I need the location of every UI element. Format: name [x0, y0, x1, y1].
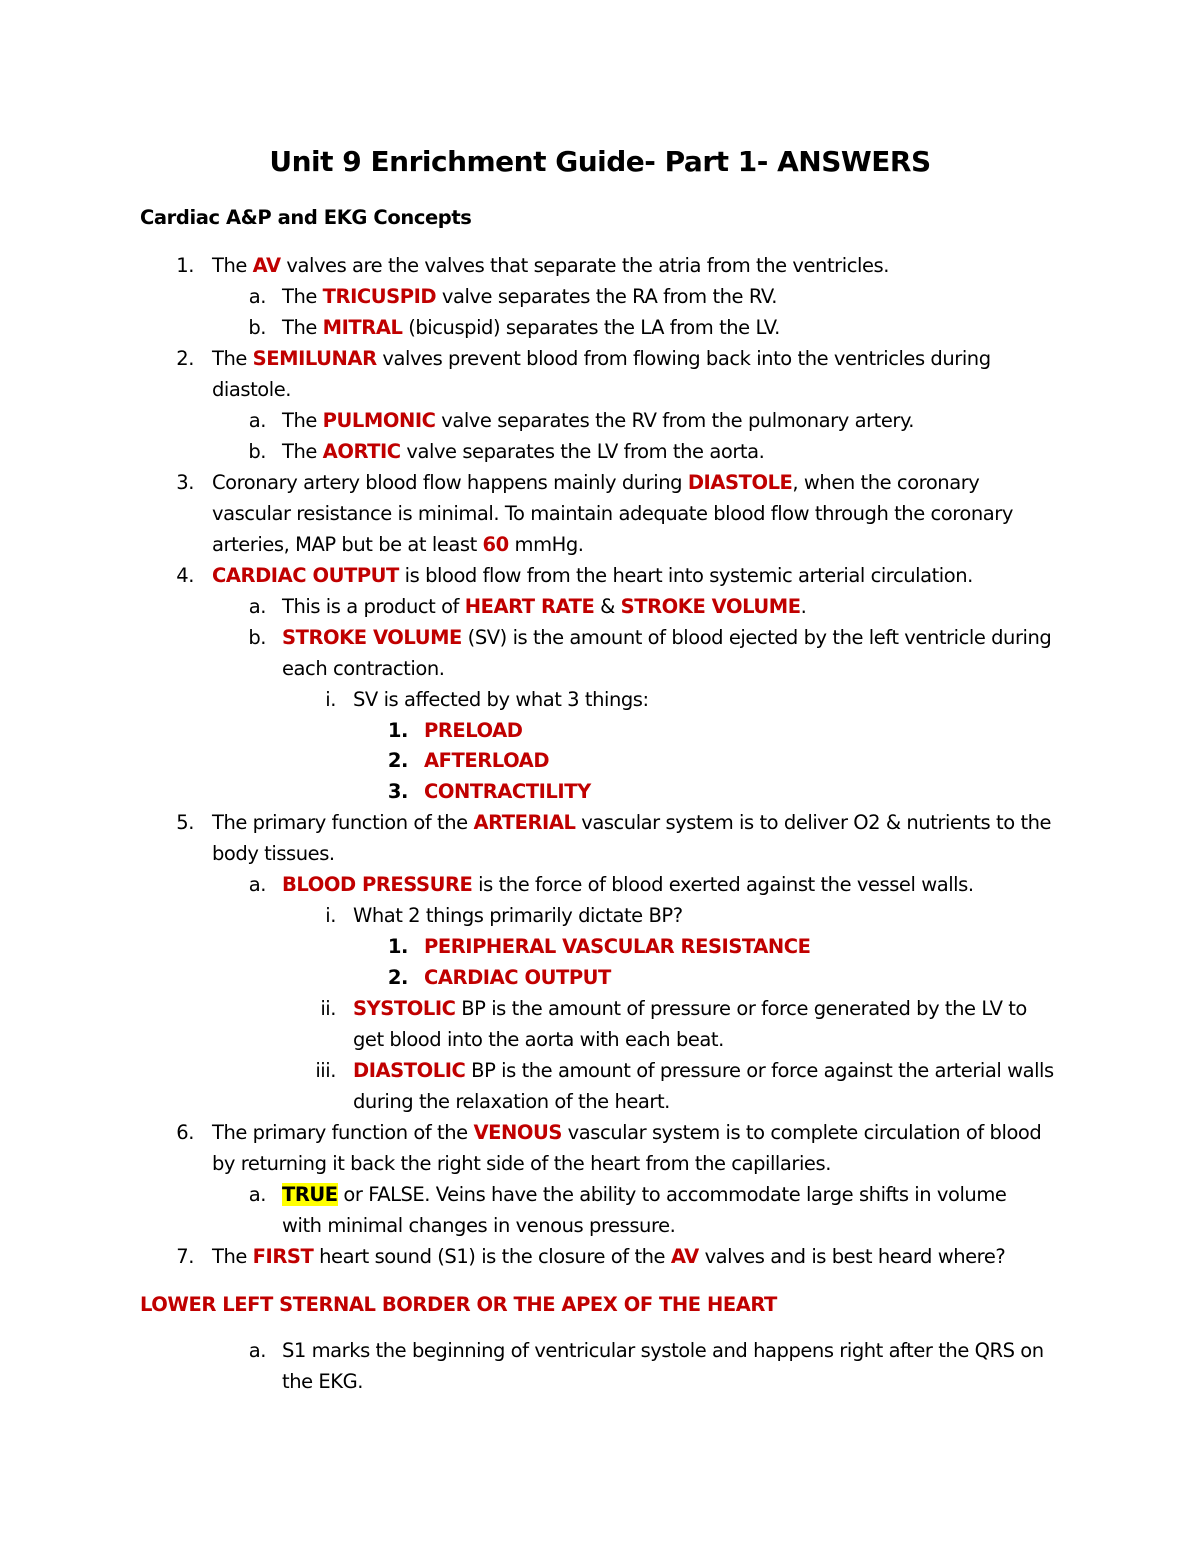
list-item: [248, 1335, 1044, 1366]
page-title: Unit 9 Enrichment Guide- Part 1- ANSWERS: [269, 145, 931, 178]
list-item: [176, 467, 980, 498]
question-text: What 2 things primarily dictate BP?: [353, 904, 683, 927]
list-marker: 3.: [387, 780, 408, 803]
list-marker: b.: [248, 316, 266, 339]
list-item: [248, 622, 1052, 653]
list-marker: i.: [325, 904, 336, 927]
section-heading: Cardiac A&P and EKG Concepts: [140, 206, 472, 229]
question-text: valves and is best heard where?: [698, 1245, 1006, 1268]
question-text: is the force of blood exerted against the vessel walls.: [472, 873, 974, 896]
answer-term: CARDIAC OUTPUT: [212, 564, 399, 587]
question-text: .: [800, 595, 807, 618]
answer-term: PERIPHERAL VASCULAR RESISTANCE: [424, 935, 811, 958]
list-item: [248, 281, 777, 312]
question-text: BP is the amount of pressure or force generated by the LV to: [455, 997, 1027, 1020]
list-marker: a.: [248, 285, 266, 308]
question-text: , when the coronary: [792, 471, 980, 494]
list-item: [176, 560, 973, 591]
question-text: body tissues.: [212, 842, 335, 865]
answer-term: STROKE VOLUME: [620, 595, 801, 618]
answer-term: DIASTOLIC: [353, 1059, 466, 1082]
list-item: [315, 1055, 1054, 1086]
answer-term: AV: [252, 254, 281, 277]
list-marker: i.: [325, 688, 336, 711]
list-marker: a.: [248, 409, 266, 432]
answer-term: BLOOD PRESSURE: [282, 873, 473, 896]
list-item: [320, 993, 1027, 1024]
list-item: [212, 374, 291, 405]
question-text: heart sound (S1) is the closure of the: [313, 1245, 671, 1268]
question-text: valve separates the RA from the RV.: [436, 285, 777, 308]
question-text: arteries, MAP but be at least: [212, 533, 483, 556]
list-item: [248, 436, 765, 467]
list-item: [248, 591, 807, 622]
question-text: valve separates the LV from the aorta.: [400, 440, 765, 463]
question-text: with minimal changes in venous pressure.: [282, 1214, 676, 1237]
question-text: The primary function of the: [212, 1121, 474, 1144]
list-marker: 1.: [176, 254, 194, 277]
question-text: or FALSE. Veins have the ability to accommodate large shifts in volume: [337, 1183, 1007, 1206]
question-text: This is a product of: [282, 595, 465, 618]
answer-term: STROKE VOLUME: [282, 626, 462, 649]
list-item: [353, 1086, 670, 1117]
question-text: diastole.: [212, 378, 292, 401]
question-text: get blood into the aorta with each beat.: [353, 1028, 724, 1051]
answer-term: PULMONIC: [322, 409, 436, 432]
question-text: The primary function of the: [212, 811, 474, 834]
answer-term: VENOUS: [473, 1121, 562, 1144]
list-marker: a.: [248, 595, 266, 618]
answer-term: MITRAL: [322, 316, 403, 339]
list-marker: 2.: [387, 966, 408, 989]
list-item: [325, 684, 649, 715]
list-marker: 1.: [387, 719, 408, 742]
question-text: BP is the amount of pressure or force against the arterial walls: [465, 1059, 1054, 1082]
answer-term: AORTIC: [322, 440, 401, 463]
answer-term: 60: [482, 533, 509, 556]
list-item: [176, 250, 889, 281]
list-item: [212, 498, 1013, 529]
list-item: [282, 1366, 363, 1397]
question-text: valve separates the RV from the pulmonary artery.: [435, 409, 915, 432]
list-marker: a.: [248, 1183, 266, 1206]
answer-term: SYSTOLIC: [353, 997, 456, 1020]
list-marker: b.: [248, 440, 266, 463]
answer-term: AV: [670, 1245, 699, 1268]
list-item: [212, 1148, 831, 1179]
question-text: vascular resistance is minimal. To maintain adequate blood flow through the coronary: [212, 502, 1013, 525]
question-text: The: [282, 285, 323, 308]
list-item: [176, 1117, 1042, 1148]
list-item: [387, 776, 591, 807]
list-item: [212, 529, 584, 560]
question-text: The: [212, 1245, 253, 1268]
list-marker: 1.: [387, 935, 408, 958]
list-item: [387, 962, 611, 993]
list-item: [353, 1024, 724, 1055]
list-item: [282, 653, 444, 684]
question-text: valves prevent blood from flowing back into the ventricles during: [376, 347, 991, 370]
list-marker: a.: [248, 1339, 266, 1362]
list-marker: 6.: [176, 1121, 194, 1144]
question-text: The: [212, 347, 253, 370]
list-marker: b.: [248, 626, 266, 649]
list-item: [248, 405, 915, 436]
highlighted-answer: TRUE: [282, 1183, 338, 1206]
list-marker: iii.: [315, 1059, 336, 1082]
list-marker: 5.: [176, 811, 194, 834]
list-item: [282, 1210, 675, 1241]
list-item: [248, 312, 780, 343]
list-item: [176, 1241, 1006, 1272]
list-item: [176, 343, 991, 374]
list-item: [325, 900, 683, 931]
question-text: The: [212, 254, 253, 277]
question-text: The: [282, 409, 323, 432]
question-text: each contraction.: [282, 657, 445, 680]
question-text: during the relaxation of the heart.: [353, 1090, 670, 1113]
list-marker: 2.: [387, 749, 408, 772]
answer-term: TRICUSPID: [322, 285, 437, 308]
answer-term: CARDIAC OUTPUT: [424, 966, 611, 989]
list-marker: 7.: [176, 1245, 194, 1268]
list-item: [248, 869, 974, 900]
question-text: SV is affected by what 3 things:: [353, 688, 649, 711]
list-item: [387, 715, 523, 746]
question-text: (bicuspid) separates the LA from the LV.: [402, 316, 780, 339]
list-item: [387, 745, 550, 776]
answer-term: AFTERLOAD: [424, 749, 550, 772]
question-text: by returning it back the right side of the heart from the capillaries.: [212, 1152, 831, 1175]
answer-term: DIASTOLE: [687, 471, 793, 494]
answer-term: HEART RATE: [464, 595, 595, 618]
question-text: &: [594, 595, 621, 618]
list-marker: 2.: [176, 347, 194, 370]
list-marker: 3.: [176, 471, 194, 494]
question-text: valves are the valves that separate the atria from the ventricles.: [280, 254, 889, 277]
list-item: [212, 838, 335, 869]
question-text: The: [282, 316, 323, 339]
answer-term: PRELOAD: [424, 719, 523, 742]
list-item: [176, 807, 1052, 838]
list-marker: a.: [248, 873, 266, 896]
list-marker: ii.: [320, 997, 336, 1020]
question-text: vascular system is to complete circulation of blood: [561, 1121, 1042, 1144]
question-text: S1 marks the beginning of ventricular systole and happens right after the QRS on: [282, 1339, 1044, 1362]
answer-term: ARTERIAL: [473, 811, 576, 834]
answer-term: FIRST: [252, 1245, 314, 1268]
list-marker: 4.: [176, 564, 194, 587]
question-text: is blood flow from the heart into systemic arterial circulation.: [398, 564, 973, 587]
question-text: (SV) is the amount of blood ejected by the left ventricle during: [461, 626, 1052, 649]
question-text: vascular system is to deliver O2 & nutrients to the: [575, 811, 1052, 834]
answer-term: SEMILUNAR: [252, 347, 377, 370]
question-text: The: [282, 440, 323, 463]
list-item: [248, 1179, 1007, 1210]
question-text: the EKG.: [282, 1370, 364, 1393]
question-text: Coronary artery blood flow happens mainly during: [212, 471, 688, 494]
list-item: [387, 931, 811, 962]
answer-term: CONTRACTILITY: [424, 780, 591, 803]
answer-line: LOWER LEFT STERNAL BORDER OR THE APEX OF THE HEART: [140, 1293, 777, 1316]
question-text: mmHg.: [508, 533, 584, 556]
